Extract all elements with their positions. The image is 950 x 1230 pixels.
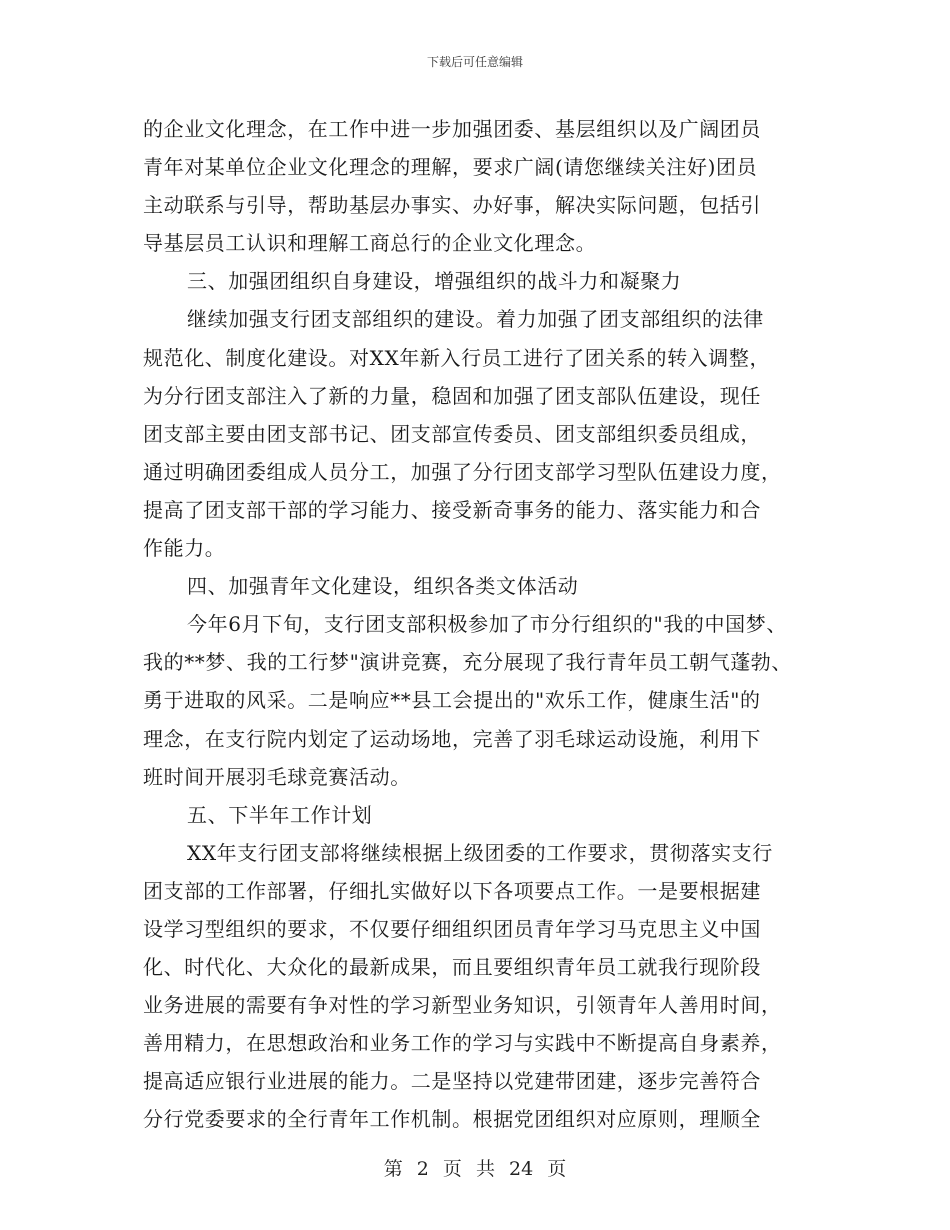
text-line: 我的**梦、我的工行梦"演讲竞赛，充分展现了我行青年员工朝气蓬勃、 [143, 650, 792, 675]
text-line: 三、加强团组织自身建设，增强组织的战斗力和凝聚力 [187, 269, 682, 294]
footer-prefix: 第 [383, 1158, 403, 1180]
text-line: 提高适应银行业进展的能力。二是坚持以党建带团建，逐步完善符合 [143, 1069, 761, 1094]
text-line: 团支部的工作部署，仔细扎实做好以下各项要点工作。一是要根据建 [143, 878, 761, 903]
footer-current-page: 2 [416, 1158, 429, 1180]
text-line: 设学习型组织的要求，不仅要仔细组织团员青年学习马克思主义中国 [143, 916, 761, 941]
text-line: 导基层员工认识和理解工商总行的企业文化理念。 [143, 231, 597, 256]
page-footer [0, 1154, 950, 1181]
text-line: 规范化、制度化建设。对XX年新入行员工进行了团关系的转入调整， [143, 345, 771, 370]
text-line: 提高了团支部干部的学习能力、接受新奇事务的能力、落实能力和合 [143, 497, 761, 522]
text-line: 的企业文化理念，在工作中进一步加强团委、基层组织以及广阔团员 [143, 117, 761, 141]
text-line: 五、下半年工作计划 [187, 802, 373, 827]
document-body [143, 110, 823, 1139]
text-line: 分行党委要求的全行青年工作机制。根据党团组织对应原则，理顺全 [143, 1107, 761, 1132]
text-line: 理念，在支行院内划定了运动场地，完善了羽毛球运动设施，利用下 [143, 726, 761, 751]
footer-total-pages: 24 [509, 1158, 534, 1180]
text-line: 善用精力，在思想政治和业务工作的学习与实践中不断提高自身素养， [143, 1031, 782, 1056]
text-line: 为分行团支部注入了新的力量，稳固和加强了团支部队伍建设，现任 [143, 383, 761, 408]
text-line: 业务进展的需要有争对性的学习新型业务知识，引领青年人善用时间， [143, 993, 782, 1018]
text-line: 继续加强支行团支部组织的建设。着力加强了团支部组织的法律 [187, 307, 764, 332]
text-line: 今年6月下旬，支行团支部积极参加了市分行组织的"我的中国梦、 [187, 612, 787, 637]
text-line: 化、时代化、大众化的最新成果，而且要组织青年员工就我行现阶段 [143, 955, 761, 980]
text-line: 青年对某单位企业文化理念的理解，要求广阔(请您继续关注好)团员 [143, 155, 758, 180]
text-line: 通过明确团委组成人员分工，加强了分行团支部学习型队伍建设力度， [143, 459, 782, 484]
text-line: 四、加强青年文化建设，组织各类文体活动 [187, 574, 579, 599]
text-line: 主动联系与引导，帮助基层办事实、办好事，解决实际问题，包括引 [143, 193, 761, 218]
page-header: 下载后可任意编辑 [426, 55, 523, 69]
footer-total-word: 共 [475, 1158, 495, 1180]
text-line: 团支部主要由团支部书记、团支部宣传委员、团支部组织委员组成， [143, 421, 761, 446]
footer-suffix: 页 [547, 1158, 567, 1180]
text-line: XX年支行团支部将继续根据上级团委的工作要求，贯彻落实支行 [187, 840, 773, 865]
text-line: 勇于进取的风采。二是响应**县工会提出的"欢乐工作，健康生活"的 [143, 688, 761, 713]
footer-page-word: 页 [442, 1158, 462, 1180]
text-line: 作能力。 [143, 536, 226, 561]
text-line: 班时间开展羽毛球竞赛活动。 [143, 764, 411, 789]
